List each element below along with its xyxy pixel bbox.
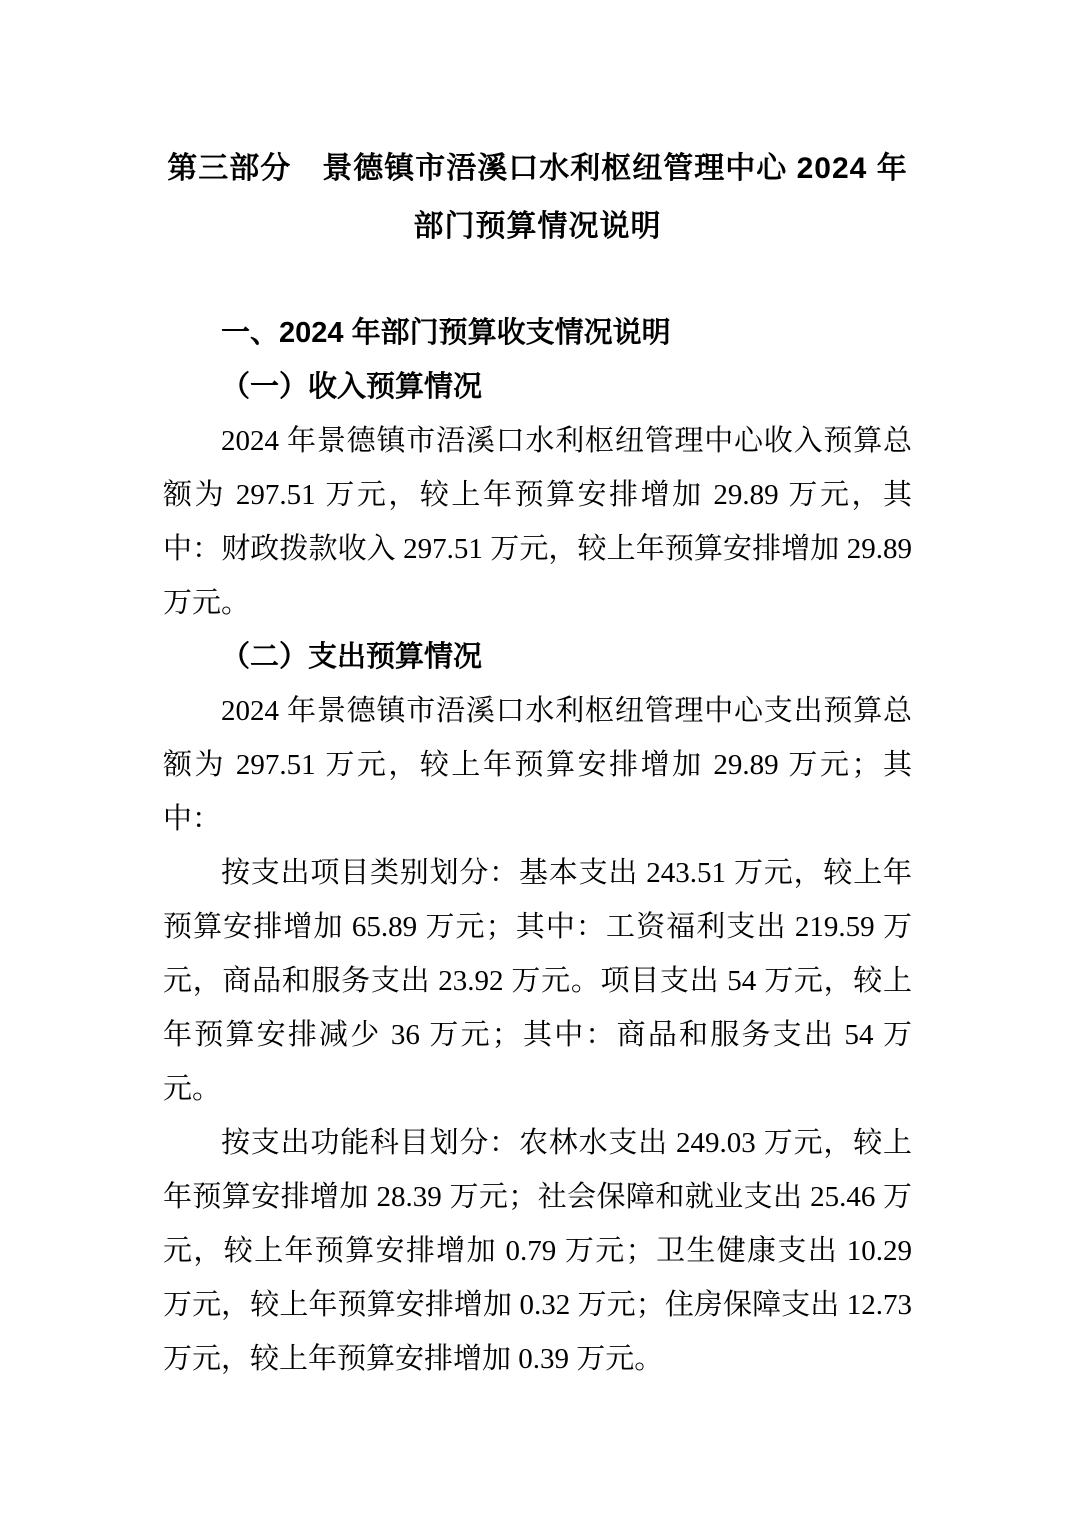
section-heading-budget-overview: 一、2024 年部门预算收支情况说明 — [221, 317, 671, 349]
subsection-heading-expenditure-budget: （二）支出预算情况 — [221, 641, 483, 673]
paragraph-income-budget: 2024 年景德镇市浯溪口水利枢纽管理中心收入预算总额为 297.51 万元，较上年预算安排增加 29.89 万元，其中：财政拨款收入 297.51 万元，较上年预算安排增加 29.89 万元。 — [163, 425, 912, 619]
paragraph-expenditure-total: 2024 年景德镇市浯溪口水利枢纽管理中心支出预算总额为 297.51 万元，较上年预算安排增加 29.89 万元；其中： — [163, 695, 912, 835]
paragraph-expenditure-by-function: 按支出功能科目划分：农林水支出 249.03 万元，较上年预算安排增加 28.39 万元；社会保障和就业支出 25.46 万元，较上年预算安排增加 0.79 万元；卫生健康支出 10.29 万元，较上年预算安排增加 0.32 万元；住房保障支出 12.73 万元，较上年预算安排增加 0.39 万元。 — [163, 1127, 912, 1375]
document-title: 第三部分 景德镇市浯溪口水利枢纽管理中心 2024 年部门预算情况说明 — [167, 152, 908, 243]
paragraph-expenditure-by-category: 按支出项目类别划分：基本支出 243.51 万元，较上年预算安排增加 65.89 万元；其中：工资福利支出 219.59 万元，商品和服务支出 23.92 万元。项目支出 54 万元，较上年预算安排减少 36 万元；其中：商品和服务支出 54 万元。 — [163, 857, 912, 1105]
subsection-heading-income-budget: （一）收入预算情况 — [221, 371, 483, 403]
